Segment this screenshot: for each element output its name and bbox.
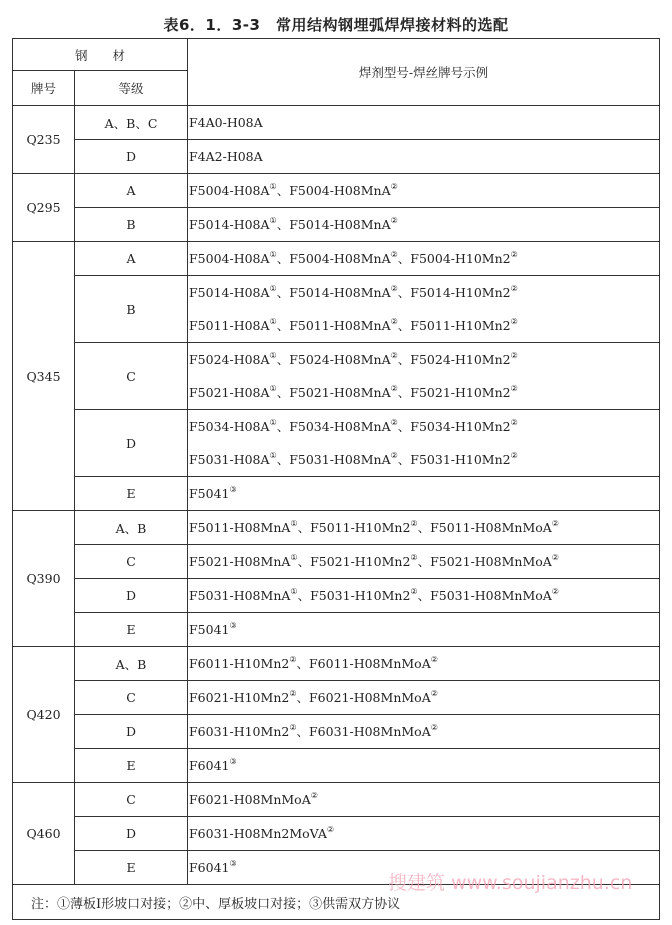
material-code: 、F5021-H10Mn2 (397, 385, 511, 400)
table-row (13, 613, 660, 647)
table-row (13, 174, 660, 208)
material-code: F4A0-H08A (189, 115, 263, 130)
grade-cell: D (75, 410, 188, 477)
footnote-mark: ② (410, 587, 418, 596)
material-code: F5004-H08A (189, 251, 270, 266)
table-row (13, 579, 660, 613)
material-code: 、F6031-H08MnMoA (296, 724, 431, 739)
example-cell (188, 477, 660, 511)
footnote-mark: ② (510, 451, 518, 460)
example-cell (188, 783, 660, 817)
table-row (13, 276, 660, 343)
grade-cell: C (75, 545, 188, 579)
material-code: 、F5011-H08MnA (276, 318, 391, 333)
table-row (13, 208, 660, 242)
example-cell (188, 681, 660, 715)
footnote-mark: ② (289, 723, 297, 732)
grade-cell: A、B (75, 511, 188, 545)
table-row (13, 343, 660, 410)
table-row (13, 477, 660, 511)
footnote-mark: ② (510, 284, 518, 293)
material-code: 、F6011-H08MnMoA (296, 656, 431, 671)
example-line (188, 817, 659, 850)
example-line (188, 242, 659, 275)
table-row (13, 681, 660, 715)
footnote-mark: ③ (229, 621, 237, 630)
footnote-mark: ① (269, 418, 277, 427)
material-code: 、F5021-H08MnMoA (417, 554, 552, 569)
material-code: F5014-H08A (189, 217, 270, 232)
example-cell (188, 715, 660, 749)
grade-cell: E (75, 749, 188, 783)
material-code: 、F5021-H10Mn2 (297, 554, 411, 569)
grade-cell: D (75, 140, 188, 174)
example-line (188, 477, 659, 510)
example-line (188, 647, 659, 680)
example-line (188, 276, 659, 309)
material-code: F6031-H08Mn2MoVA (189, 826, 327, 841)
example-line (188, 749, 659, 782)
example-line (188, 511, 659, 544)
grade-cell: B (75, 276, 188, 343)
material-code: F5041 (189, 486, 230, 501)
material-code: F5031-H08A (189, 452, 270, 467)
material-code: F5011-H08A (189, 318, 270, 333)
table-note: 注：①薄板Ⅰ形坡口对接；②中、厚板坡口对接；③供需双方协议 (31, 897, 401, 912)
example-cell (188, 106, 660, 140)
material-code: 、F5011-H08MnMoA (417, 520, 552, 535)
grade-cell: A、B、C (75, 106, 188, 140)
material-code: F5031-H08MnA (189, 588, 291, 603)
example-cell (188, 242, 660, 276)
material-code: 、F5031-H08MnMoA (417, 588, 552, 603)
example-line (188, 106, 659, 139)
footnote-mark: ② (390, 250, 398, 259)
material-code: 、F5031-H10Mn2 (397, 452, 511, 467)
material-code: 、F6021-H08MnMoA (296, 690, 431, 705)
table-row (13, 715, 660, 749)
table-row (13, 647, 660, 681)
table-row (13, 783, 660, 817)
material-code: 、F5004-H10Mn2 (397, 251, 511, 266)
example-line (188, 715, 659, 748)
watermark: 搜建筑 www.soujianzhu.cn (388, 872, 633, 894)
example-line (188, 174, 659, 207)
table-row (13, 242, 660, 276)
table-row (13, 817, 660, 851)
footnote-mark: ② (510, 317, 518, 326)
example-cell (188, 343, 660, 410)
footnote-mark: ③ (229, 859, 237, 868)
example-cell (188, 208, 660, 242)
example-cell (188, 276, 660, 343)
material-code: F5024-H08A (189, 352, 270, 367)
footnote-mark: ② (551, 587, 559, 596)
example-line (188, 410, 659, 443)
table-row (13, 511, 660, 545)
grade-cell: A、B (75, 647, 188, 681)
example-cell (188, 545, 660, 579)
material-code: F6031-H10Mn2 (189, 724, 290, 739)
example-cell (188, 410, 660, 477)
example-line (188, 681, 659, 714)
example-line (188, 545, 659, 578)
material-code: 、F5021-H08MnA (276, 385, 391, 400)
material-code: F4A2-H08A (189, 149, 263, 164)
brand-cell: Q420 (13, 647, 75, 783)
example-cell (188, 174, 660, 208)
material-code: F5021-H08MnA (189, 554, 291, 569)
material-code: F6021-H08MnMoA (189, 792, 311, 807)
footnote-mark: ① (269, 284, 277, 293)
grade-cell: A (75, 242, 188, 276)
table-title: 表6．1．3-3 常用结构钢埋弧焊焊接材料的选配 (163, 16, 509, 34)
welding-materials-table (12, 38, 660, 920)
example-cell (188, 613, 660, 647)
material-code: 、F5014-H08MnA (276, 217, 391, 232)
material-code: 、F5011-H10Mn2 (397, 318, 511, 333)
grade-cell: C (75, 783, 188, 817)
grade-cell: B (75, 208, 188, 242)
example-line (188, 343, 659, 376)
header-brand: 牌号 (13, 71, 75, 106)
footnote-mark: ② (289, 689, 297, 698)
footnote-mark: ② (289, 655, 297, 664)
footnote-mark: ① (290, 587, 298, 596)
material-code: F5014-H08A (189, 285, 270, 300)
brand-cell: Q390 (13, 511, 75, 647)
material-code: 、F5031-H08MnA (276, 452, 391, 467)
footnote-mark: ① (269, 384, 277, 393)
footnote-mark: ② (390, 216, 398, 225)
example-line (188, 783, 659, 816)
grade-cell: C (75, 681, 188, 715)
table-row (13, 749, 660, 783)
material-code: 、F5034-H10Mn2 (397, 419, 511, 434)
material-code: 、F5031-H10Mn2 (297, 588, 411, 603)
footnote-mark: ② (510, 418, 518, 427)
footnote-mark: ② (390, 317, 398, 326)
grade-cell: E (75, 851, 188, 885)
footnote-mark: ② (430, 723, 438, 732)
material-code: F5034-H08A (189, 419, 270, 434)
material-code: F6021-H10Mn2 (189, 690, 290, 705)
footnote-mark: ② (310, 791, 318, 800)
example-line (188, 443, 659, 476)
footnote-mark: ① (269, 182, 277, 191)
footnote-mark: ③ (229, 757, 237, 766)
example-line (188, 376, 659, 409)
brand-cell: Q235 (13, 106, 75, 174)
material-code: F6011-H10Mn2 (189, 656, 290, 671)
footnote-mark: ② (510, 384, 518, 393)
footnote-mark: ② (510, 351, 518, 360)
material-code: 、F5014-H10Mn2 (397, 285, 511, 300)
header-grade: 等级 (75, 71, 188, 106)
material-code: F6041 (189, 860, 230, 875)
material-code: 、F5004-H08MnA (276, 251, 391, 266)
footnote-mark: ② (410, 553, 418, 562)
example-line (188, 208, 659, 241)
material-code: 、F5024-H08MnA (276, 352, 391, 367)
footnote-mark: ② (390, 284, 398, 293)
grade-cell: E (75, 613, 188, 647)
footnote-mark: ① (269, 317, 277, 326)
material-code: 、F5004-H08MnA (276, 183, 391, 198)
footnote-mark: ① (290, 553, 298, 562)
grade-cell: D (75, 715, 188, 749)
grade-cell: C (75, 343, 188, 410)
grade-cell: A (75, 174, 188, 208)
material-code: F5011-H08MnA (189, 520, 291, 535)
example-cell (188, 579, 660, 613)
example-cell (188, 647, 660, 681)
footnote-mark: ② (390, 418, 398, 427)
grade-cell: D (75, 817, 188, 851)
example-cell (188, 140, 660, 174)
example-line (188, 579, 659, 612)
material-code: 、F5034-H08MnA (276, 419, 391, 434)
table-row (13, 545, 660, 579)
example-cell (188, 817, 660, 851)
footnote-mark: ② (430, 689, 438, 698)
brand-cell: Q345 (13, 242, 75, 511)
material-code: F5004-H08A (189, 183, 270, 198)
footnote-mark: ① (269, 250, 277, 259)
material-code: 、F5024-H10Mn2 (397, 352, 511, 367)
footnote-mark: ② (326, 825, 335, 834)
footnote-mark: ② (390, 451, 398, 460)
brand-cell: Q460 (13, 783, 75, 885)
footnote-mark: ② (551, 553, 559, 562)
footnote-mark: ② (510, 250, 518, 259)
brand-cell: Q295 (13, 174, 75, 242)
example-cell (188, 511, 660, 545)
table-row (13, 140, 660, 174)
footnote-mark: ② (410, 519, 418, 528)
footnote-mark: ② (390, 351, 398, 360)
footnote-mark: ② (551, 519, 559, 528)
material-code: F5021-H08A (189, 385, 270, 400)
footnote-mark: ③ (229, 485, 237, 494)
footnote-mark: ② (430, 655, 438, 664)
header-steel: 钢 材 (13, 39, 188, 71)
example-cell (188, 749, 660, 783)
grade-cell: E (75, 477, 188, 511)
footnote-mark: ② (390, 384, 398, 393)
example-line (188, 140, 659, 173)
footnote-mark: ① (269, 216, 277, 225)
material-code: 、F5014-H08MnA (276, 285, 391, 300)
example-line (188, 613, 659, 646)
footnote-mark: ① (269, 351, 277, 360)
material-code: F6041 (189, 758, 230, 773)
table-row (13, 106, 660, 140)
table-row (13, 410, 660, 477)
material-code: F5041 (189, 622, 230, 637)
footnote-mark: ① (269, 451, 277, 460)
footnote-mark: ② (390, 182, 398, 191)
material-code: 、F5011-H10Mn2 (297, 520, 411, 535)
header-example: 焊剂型号-焊丝牌号示例 (188, 39, 660, 106)
footnote-mark: ① (290, 519, 298, 528)
example-line (188, 309, 659, 342)
grade-cell: D (75, 579, 188, 613)
